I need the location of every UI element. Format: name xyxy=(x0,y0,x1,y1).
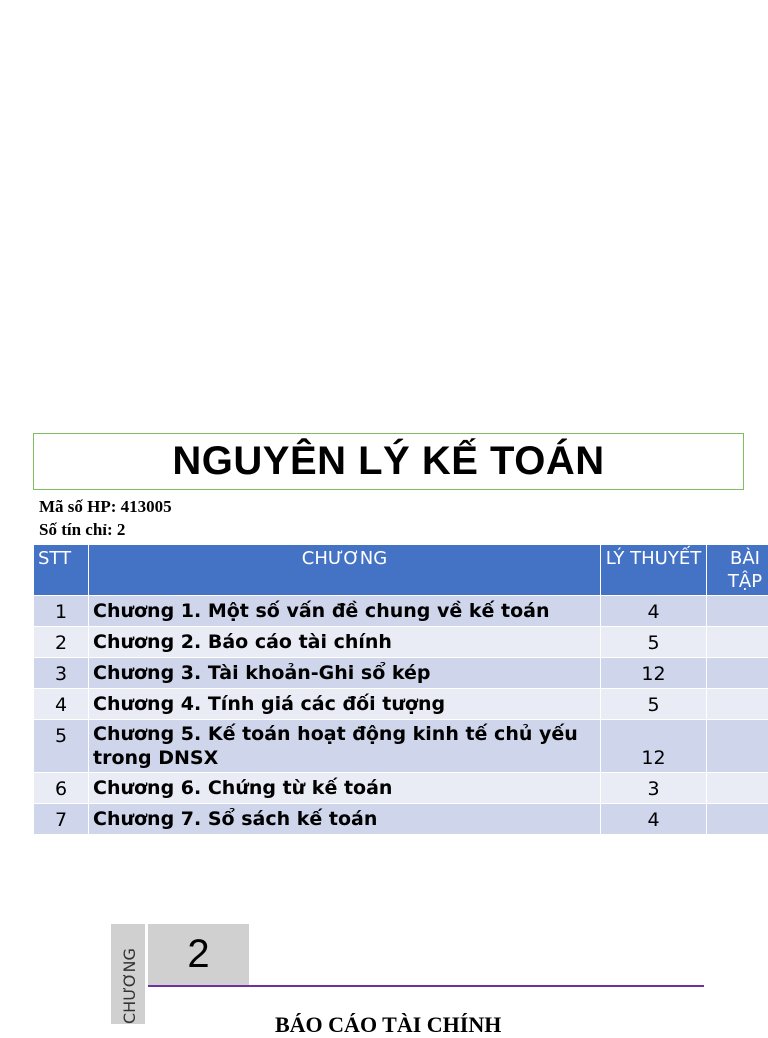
cell-chapter: Chương 5. Kế toán hoạt động kinh tế chủ yếu trong DNSX xyxy=(89,720,601,773)
header-stt: STT xyxy=(34,545,89,596)
table-row xyxy=(34,773,768,804)
table-row xyxy=(34,658,768,689)
chapter-side-tab xyxy=(111,924,145,1024)
cell-chapter: Chương 2. Báo cáo tài chính xyxy=(89,627,601,658)
cell-exercise xyxy=(707,720,768,773)
table-row xyxy=(34,804,768,835)
table-row xyxy=(34,689,768,720)
slide-2-title: BÁO CÁO TÀI CHÍNH xyxy=(275,1012,501,1038)
chapter-table-wrapper xyxy=(33,544,768,866)
cell-stt: 5 xyxy=(34,720,89,773)
cell-stt: 3 xyxy=(34,658,89,689)
cell-theory: 3 xyxy=(601,773,707,804)
cell-stt: 6 xyxy=(34,773,89,804)
cell-stt: 7 xyxy=(34,804,89,835)
cell-exercise xyxy=(707,596,768,627)
header-exercise: BÀI TẬP xyxy=(707,545,768,596)
cell-theory: 12 xyxy=(601,720,707,773)
chapter-number-box xyxy=(148,924,249,985)
table-row xyxy=(34,720,768,773)
cell-stt: 4 xyxy=(34,689,89,720)
slide-title-box xyxy=(33,433,744,490)
cell-theory: 4 xyxy=(601,596,707,627)
cell-theory: 4 xyxy=(601,804,707,835)
cell-chapter: Chương 3. Tài khoản-Ghi sổ kép xyxy=(89,658,601,689)
side-tab-label: CHƯƠNG xyxy=(120,948,139,1024)
cell-exercise xyxy=(707,804,768,835)
cell-exercise xyxy=(707,658,768,689)
chapter-table xyxy=(33,544,768,835)
divider-line xyxy=(148,985,704,987)
header-chapter: CHƯƠNG xyxy=(89,545,601,596)
cell-theory: 12 xyxy=(601,658,707,689)
header-theory: LÝ THUYẾT xyxy=(601,545,707,596)
chapter-number: 2 xyxy=(187,932,209,977)
cell-chapter: Chương 1. Một số vấn đề chung về kế toán xyxy=(89,596,601,627)
table-row xyxy=(34,596,768,627)
cell-stt: 1 xyxy=(34,596,89,627)
table-row xyxy=(34,627,768,658)
cell-theory: 5 xyxy=(601,689,707,720)
cell-exercise xyxy=(707,773,768,804)
course-code: Mã số HP: 413005 xyxy=(39,497,172,517)
table-header-row xyxy=(34,545,768,596)
cell-chapter: Chương 7. Sổ sách kế toán xyxy=(89,804,601,835)
cell-theory: 5 xyxy=(601,627,707,658)
credits: Số tín chỉ: 2 xyxy=(39,520,125,540)
cell-exercise xyxy=(707,689,768,720)
cell-exercise xyxy=(707,627,768,658)
cell-chapter: Chương 6. Chứng từ kế toán xyxy=(89,773,601,804)
cell-stt: 2 xyxy=(34,627,89,658)
cell-chapter: Chương 4. Tính giá các đối tượng xyxy=(89,689,601,720)
slide-title: NGUYÊN LÝ KẾ TOÁN xyxy=(172,439,604,484)
